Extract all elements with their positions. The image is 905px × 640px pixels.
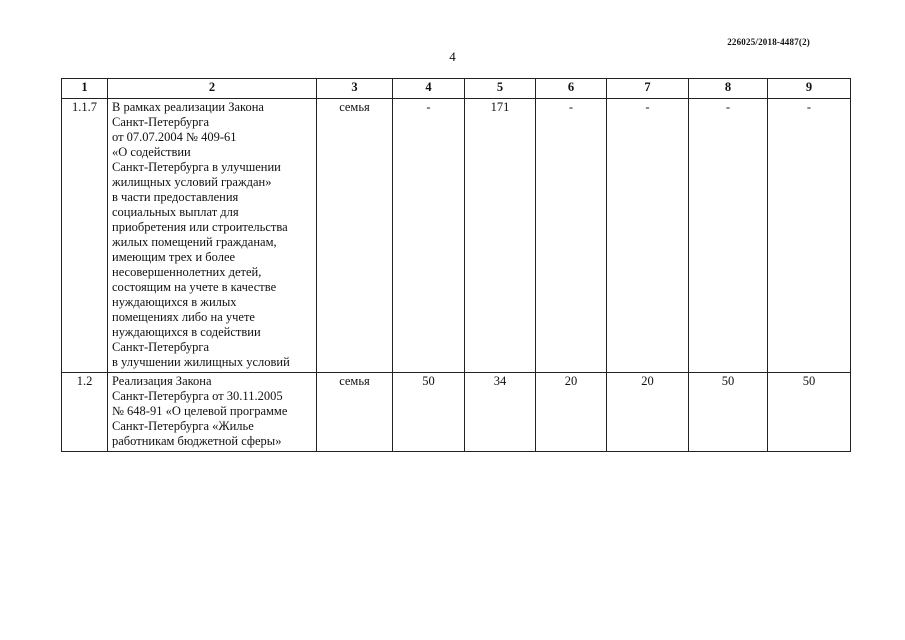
description-line: несовершеннолетних детей, xyxy=(112,265,262,279)
row-value: - xyxy=(689,99,768,373)
column-header: 9 xyxy=(768,79,851,99)
description-line: нуждающихся в содействии xyxy=(112,325,261,339)
row-number: 1.2 xyxy=(62,373,108,452)
description-line: в улучшении жилищных условий xyxy=(112,355,290,369)
description-line: нуждающихся в жилых xyxy=(112,295,237,309)
row-value: 34 xyxy=(465,373,536,452)
description-line: Санкт-Петербурга «Жилье xyxy=(112,419,254,433)
row-value: 50 xyxy=(768,373,851,452)
description-line: жилищных условий граждан» xyxy=(112,175,272,189)
table-header-row xyxy=(62,79,851,99)
column-header: 2 xyxy=(108,79,317,99)
description-line: Санкт-Петербурга xyxy=(112,115,210,129)
row-value: 171 xyxy=(465,99,536,373)
column-header: 7 xyxy=(607,79,689,99)
description-line: состоящим на учете в качестве xyxy=(112,280,277,294)
description-line: социальных выплат для xyxy=(112,205,239,219)
row-value: 20 xyxy=(607,373,689,452)
description-line: В рамках реализации Закона xyxy=(112,100,264,114)
page-number: 4 xyxy=(449,49,456,64)
row-value: 50 xyxy=(393,373,465,452)
description-line: приобретения или строительства xyxy=(112,220,288,234)
description-line: «О содействии xyxy=(112,145,191,159)
column-header: 1 xyxy=(62,79,108,99)
row-value: - xyxy=(393,99,465,373)
document-id: 226025/2018-4487(2) xyxy=(727,37,810,47)
row-value: - xyxy=(768,99,851,373)
table-row xyxy=(62,373,851,452)
description-line: Санкт-Петербурга в улучшении xyxy=(112,160,281,174)
description-line: жилых помещений гражданам, xyxy=(112,235,277,249)
description-line: № 648-91 «О целевой программе xyxy=(112,404,288,418)
column-header: 4 xyxy=(393,79,465,99)
row-description xyxy=(108,373,317,452)
table-row xyxy=(62,99,851,373)
column-header: 8 xyxy=(689,79,768,99)
description-line: Санкт-Петербурга xyxy=(112,340,210,354)
row-unit: семья xyxy=(317,99,393,373)
row-number: 1.1.7 xyxy=(62,99,108,373)
column-header: 3 xyxy=(317,79,393,99)
description-line: в части предоставления xyxy=(112,190,239,204)
row-unit: семья xyxy=(317,373,393,452)
description-line: помещениях либо на учете xyxy=(112,310,255,324)
column-header: 6 xyxy=(536,79,607,99)
column-header: 5 xyxy=(465,79,536,99)
description-line: Санкт-Петербурга от 30.11.2005 xyxy=(112,389,283,403)
row-description xyxy=(108,99,317,373)
description-line: Реализация Закона xyxy=(112,374,212,388)
row-value: 50 xyxy=(689,373,768,452)
description-line: от 07.07.2004 № 409-61 xyxy=(112,130,237,144)
row-value: - xyxy=(536,99,607,373)
data-table xyxy=(61,78,851,452)
row-value: 20 xyxy=(536,373,607,452)
description-line: имеющим трех и более xyxy=(112,250,236,264)
row-value: - xyxy=(607,99,689,373)
description-line: работникам бюджетной сферы» xyxy=(112,434,282,448)
